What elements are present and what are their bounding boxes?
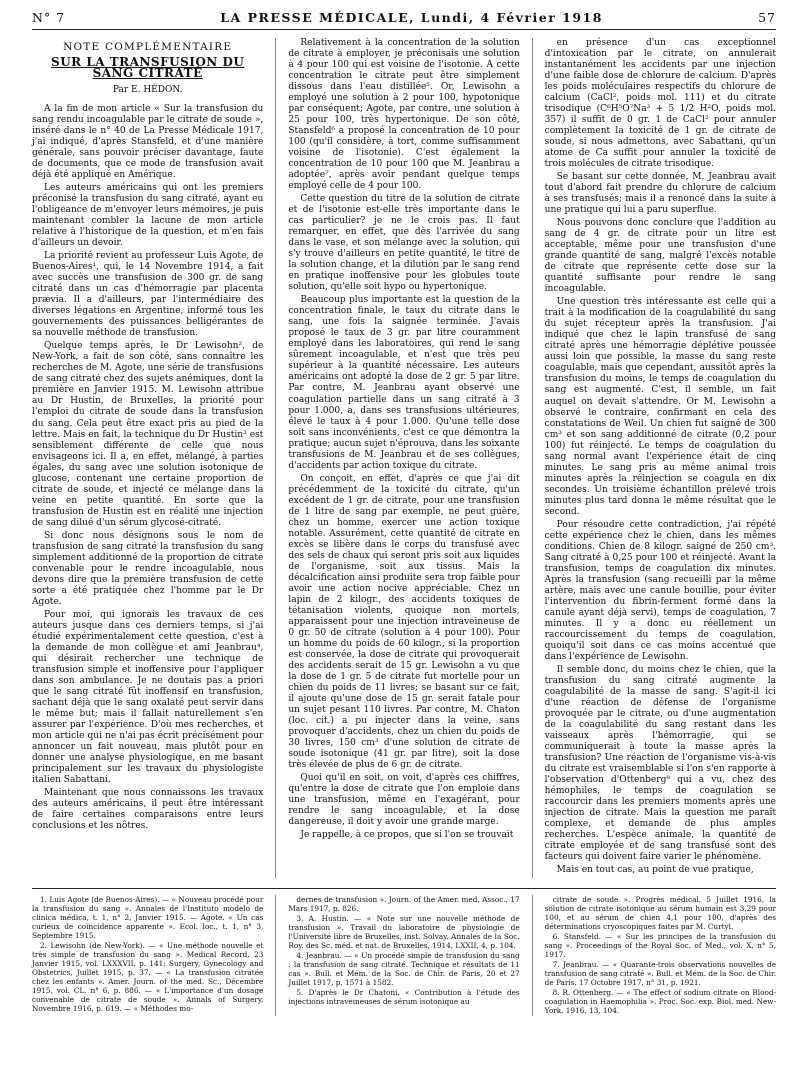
page-header <box>32 10 776 30</box>
paragraph: Quoi qu'il en soit, on voit, d'après ces chiffres, qu'entre la dose de citrate que l'on emploie dans une transfusion, même en l'exagérant, pour rendre le sang incoagulable, et la dose dangereuse, il doit y avoir une grande marge. <box>288 773 520 828</box>
footnotes <box>32 895 776 1016</box>
article-kicker: NOTE COMPLÉMENTAIRE <box>63 41 233 53</box>
footnote: 1. Luis Agote (de Buenos-Aires). — « Nouveau procédé pour la transfusion du sang ». Annales de l'Instituto modelo de clinica médica, t. 1, n° 2, Janvier 1915. — Agote. « Un cas curieux de coïncidence apparente ». Ecol. loc., t. 1, n° 3, Septembre 1915. <box>32 895 264 941</box>
paragraph: A la fin de mon article « Sur la transfusion du sang rendu incoagulable par le citrate de soude », inséré dans le n° 40 de La Presse Médicale 1917, j'ai indiqué, d'après Stansfeld, et d'une manière générale, sans pouvoir préciser davantage, faute de documents, que ce mode de transfusion avait déjà été appliqué en Amérique. <box>32 104 264 181</box>
column-1 <box>32 38 263 878</box>
footnote: dernes de transfusion ». Journ. of the Amer. med. Assoc., 17 Mars 1917, p. 826. <box>288 895 520 914</box>
paragraph: Les auteurs américains qui ont les premiers préconisé la transfusion du sang citraté, ayant eu l'obligeance de m'envoyer leurs mémoires, je puis maintenant combler la lacune de mon article relative à l'historique de la question, et m'en fais d'ailleurs un devoir. <box>32 183 264 249</box>
footnote: 8. R. Ottenberg. — « The effect of sodium citrate on Blood-coagulation in Haemophilia ». Proc. Soc. exp. Biol. med. New-York, 1916, 13, 104. <box>544 988 777 1016</box>
footnote-separator <box>32 888 776 889</box>
paragraph: On conçoit, en effet, d'après ce que j'ai dit précédemment de la toxicité du citrate, qu'un excédent de 1 gr. de citrate, pour une transfusion de 1 litre de sang par exemple, ne peut guère, chez un homme, exercer une action toxique notable. Assurément, cette quantité de citrate en excès se libère dans le corps du transfusé avec des sels de chaux qui seront pris soit aux liquides de l'organisme, soit aux tissus. Mais la décalcification ainsi produite sera trop faible pour avoir une action nocive appréciable. Chez un lapin de 2 kilogr., des accidents toxiques de tétanisation violents, quoique non mortels, apparaissent pour une injection intraveineuse de 0 gr. 50 de citrate (solution à 4 pour 100). Pour un homme du poids de 60 kilogr., si la proportion est conservée, la dose de citrate qui provoquerait des accidents serait de 15 gr. Lewisohn a vu que la dose de 1 gr. 5 de citrate fut mortelle pour un chien du poids de 11 livres; se basant sur ce fait, il ajoute qu'une dose de 15 gr. serait fatale pour un sujet pesant 110 livres. Par contre, M. Chaton (loc. cit.) a pu injecter dans la veine, sans provoquer d'accidents, chez un chien du poids de 30 livres, 150 cm³ d'une solution de citrate de soude isotonique (41 gr. par litre), soit la dose très élevée de plus de 6 gr. de citrate. <box>288 473 520 771</box>
footnote: 6. Stansfeld. — « Sur les principes de la transfusion du sang ». Proceedings of the Royal Soc. of Med., vol. X, n° 5, 1917. <box>544 932 777 960</box>
paragraph: en présence d'un cas exceptionnel d'intoxication par le citrate, on annulerait instantanément les accidents par une injection d'une faible dose de chlorure de calcium. D'après les poids moléculaires respectifs du chlorure de calcium (CaCl², poids mol. 111) et du citrate trisodique (C⁶H⁵O⁷Na³ + 5 1/2 H²O, poids mol. 357) il suffit de 0 gr. 1 de CaCl² pour annuler complètement la toxicité de 1 gr. de citrate de soude, si nous admettons, avec Sabattani, qu'un atome de Ca suffit pour annuler la toxicité de trois molécules de citrate trisodique. <box>544 38 777 170</box>
column-rule <box>275 895 276 1016</box>
paragraph: Une question très intéressante est celle qui a trait à la modification de la coagulabilité du sang du sujet récepteur après la transfusion. J'ai indiqué que chez le lapin transfusé de sang citraté après une hémorragie déplétive poussée aussi loin que possible, la masse du sang reste coagulable, mais que cependant, aussitôt après la transfusion du moins, le temps de coagulation du sang est augmenté. C'est, il semble, un fait auquel on devait s'attendre. Or M. Lewisohn a observé le contraire, confirmant en cela des constatations de Weil. Un chien fut saigné de 300 cm³ et son sang additionné de citrate (0,2 pour 100) fut réinjecté. Le temps de coagulation du sang normal avant l'expérience était de cinq minutes. Le sang pris au même animal trois minutes après la réinjection se coagula en dix secondes. Un troisième échantillon prélevé trois minutes plus tard donna le même résultat que le second. <box>544 297 777 517</box>
paragraph: Beaucoup plus importante est la question de la concentration finale, le taux du citrate dans le sang, une fois la saignée terminée. J'avais proposé le taux de 3 gr. par litre couramment employé dans les laboratoires, qui rend le sang sûrement incoagulable, et n'est que très peu supérieur à la quantité nécessaire. Les auteurs américains ont adopté la dose de 2 gr. 5 par litre. Par contre, M. Jeanbrau ayant observé une coagulation partielle dans un sang citraté à 3 pour 1.000, a, dans ses transfusions ultérieures, élevé le taux à 4 pour 1.000. Qu'une telle dose soit sans inconvénients, c'est ce que démontra la pratique; aucun sujet n'éprouva, dans les soixante transfusions de M. Jeanbrau et de ses collègues, d'accidents par action toxique du citrate. <box>288 295 520 471</box>
column-2 <box>288 38 519 878</box>
footnote: 4. Jeanbrau. — « Un procédé simple de transfusion du sang : la transfusion de sang citraté. Technique et résultats de 11 cas ». Bull. et Mém. de la Soc. de Chir. de Paris, 20 et 27 Juillet 1917, p. 1571 à 1582. <box>288 951 520 988</box>
footnote: 2. Lewisohn (de New-York). — « Une méthode nouvelle et très simple de transfusion du sang ». Medical Record, 23 Janvier 1915, vol. LXXXVII, p. 141; Surgery, Gynecology and Obstetrics, Juillet 1915, p. 37. — « La transfusion citratée chez les enfants ». Amer. Journ. of the med. Sc., Décembre 1915, vol. CL, n° 6, p. 886. — « L'importance d'un dosage convenable de citrate de soude ». Annals of Surgery, Novembre 1916, p. 619. — « Méthodes mo- <box>32 941 264 1014</box>
footnote: citrate de soude ». Progrès médical, 5 Juillet 1916, la solution de citrate isotonique au sérum humain est 3,29 pour 100, et au sérum de chien 4,1 pour 100, d'après des déterminations cryoscopiques faites par M. Curtyl. <box>544 895 777 932</box>
column-rule <box>532 38 533 878</box>
footnote: 5. D'après le Dr Chatoni, « Contribution à l'étude des injections intraveineuses de sérum isotonique au <box>288 988 520 1007</box>
footnotes-column-2 <box>288 895 519 1016</box>
footnotes-column-1 <box>32 895 263 1016</box>
column-3 <box>545 38 776 878</box>
paragraph: Pour moi, qui ignorais les travaux de ces auteurs jusque dans ces derniers temps, si j'ai étudié expérimentalement cette question, c'est à la demande de mon collègue et ami Jeanbrau⁴, qui désirait rechercher une technique de transfusion simple et inoffensive pour l'appliquer dans son ambulance. Je ne doutais pas a priori que le sang citraté fût inoffensif en transfusion, sachant déjà que le sang oxalaté peut servir dans le même but; mais il fallait naturellement s'en assurer par l'expérience. D'où mes recherches, et mon article qui ne n'ai pas écrit précisément pour annoncer un fait nouveau, mais plutôt pour en donner une analyse physiologique, en me basant principalement sur les travaux du physiologiste italien Sabattani. <box>32 609 264 785</box>
paragraph: Quelque temps après, le Dr Lewisohn², de New-York, a fait de son côté, sans connaître les recherches de M. Agote, une série de transfusions de sang citraté chez des sujets anémiques, dont la première en Janvier 1915. M. Lewisohn attribue au Dr Hustin, de Bruxelles, la priorité pour l'emploi du citrate de soude dans la transfusion du sang. Cela peut être exact pris au pied de la lettre. Mais en fait, la technique du Dr Hustin³ est sensiblement différente de celle que nous envisageons ici. Il a, en effet, mélangé, à parties égales, du sang avec une solution isotonique de glucose, contenant une certaine proportion de citrate de soude, et injecté ce mélange dans la veine en petite quantité. En sorte que la transfusion de Hustin est en réalité une injection de sang dilué d'un sérum glycosé-citraté. <box>32 341 264 528</box>
paragraph: Pour résoudre cette contradiction, j'ai répété cette expérience chez le chien, dans les mêmes conditions. Chien de 8 kilogr. saigné de 250 cm³. Sang citraté à 0,25 pour 100 et réinjecté. Avant la transfusion, temps de coagulation dix minutes. Après la transfusion (sang recueilli par la même artère, mais avec une canule bouillie, pour éviter l'intervention du fibrin-ferment formé dans la canule ayant déjà servi), temps de coagulation, 7 minutes. Il y a donc eu réellement un raccourcissement du temps de coagulation, quoiqu'il soit dans ce cas moins accentué que dans l'expérience de Lewisohn. <box>544 519 777 662</box>
paragraph: Relativement à la concentration de la solution de citrate à employer, je préconisais une solution à 4 pour 100 qui est voisine de l'isotonie. A cette concentration le citrate peut être simplement dissous dans l'eau distillée⁵. Or, Lewisohn a employé une solution à 2 pour 100, hypotonique par conséquent; Agote, par contre, une solution à 25 pour 100, très hypertonique. De son côté, Stansfeld⁶ a proposé la concentration de 10 pour 100 (qu'il considère, à tort, comme suffisamment voisine de l'isotonie). C'est également la concentration de 10 pour 100 que M. Jeanbrau a adoptée⁷, après avoir pendant quelque temps employé celle de 4 pour 100. <box>288 38 520 192</box>
paragraph: La priorité revient au professeur Luis Agote, de Buenos-Aires¹, qui, le 14 Novembre 1914, a fait avec succès une transfusion de 300 gr. de sang citraté dans un cas d'hémorragie par placenta prævia. Il a d'ailleurs, par l'intermédiaire des diverses légations en Argentine, informé tous les gouvernements des puissances belligérantes de sa nouvelle méthode de transfusion. <box>32 251 264 339</box>
column-rule <box>532 895 533 1016</box>
footnote: 7. Jeanbrau. — « Quarante-trois observations nouvelles de transfusion de sang citraté ». Bull. et Mém. de la Soc. de Chir. de Paris, 17 Octobre 1917, n° 31, p. 1921. <box>544 960 777 988</box>
footnote: 3. A. Hustin. — « Note sur une nouvelle méthode de transfusion ». Travail du laboratoire de physiologie de l'Université libre de Bruxelles, inst. Solvay. Annales de la Soc. Roy. des Sc. méd. et nat. de Bruxelles, 1914, LXXII, 4, p. 104. <box>288 914 520 951</box>
page-number: 57 <box>758 10 776 25</box>
article-columns <box>32 38 776 878</box>
issue-number: N° 7 <box>32 10 66 25</box>
article-title: SUR LA TRANSFUSION DU SANG CITRATÉ <box>51 55 245 81</box>
footnotes-column-3 <box>545 895 776 1016</box>
paragraph: Il semble donc, du moins chez le chien, que la transfusion du sang citraté augmente la coagulabilité de la masse de sang. S'agit-il ici d'une réaction de défense de l'organisme provoquée par le citrate, ou d'une augmentation de la coagulabilité du sang restant dans les vaisseaux après l'hémorragie, qui se communiquerait à toute la masse après la transfusion? Une réaction de l'organisme vis-à-vis du citrate est vraisemblable si l'on s'en rapporte à l'observation d'Ottenberg⁸ qui a vu, chez des hémophiles, le temps de coagulation se raccourcir dans les premiers moments après une injection de citrate. Mais la question me paraît complexe, et demande de plus amples recherches. L'espèce animale, la quantité de citrate employée et de sang transfusé sont des facteurs qui doivent faire varier le phénomène. <box>544 664 777 863</box>
paragraph: Mais en tout cas, au point de vue pratique, <box>556 865 754 876</box>
paragraph: Si donc nous désignons sous le nom de transfusion de sang citraté la transfusion du sang simplement additionné de la proportion de citrate convenable pour le rendre incoagulable, nous devons dire que la première transfusion de cette sorte a été pratiquée chez l'homme par le Dr Agote. <box>32 530 264 607</box>
paragraph: Cette question du titre de la solution de citrate et de l'isotonie est-elle très importante dans le cas particulier? je ne le crois pas. Il faut remarquer, en effet, que dès l'arrivée du sang dans le vase, et son mélange avec la solution, qui s'y trouve d'ailleurs en petite quantité, le titre de la solution change, et la dilution par le sang rend en pratique inoffensive pour les globules toute solution, qu'elle soit hypo ou hypertonique. <box>288 194 520 293</box>
column-rule <box>275 38 276 878</box>
article-author: Par E. HÉDON. <box>112 85 183 96</box>
paragraph: Se basant sur cette donnée, M. Jeanbrau avait tout d'abord fait prendre du chlorure de calcium à ses transfusés; mais il a renoncé dans la suite à une pratique qui lui a paru superflue. <box>544 172 777 216</box>
journal-title: LA PRESSE MÉDICALE, Lundi, 4 Février 1918 <box>220 10 603 25</box>
paragraph: Nous pouvons donc conclure que l'addition au sang de 4 gr. de citrate pour un litre est acceptable, même pour une transfusion d'une grande quantité de sang, malgré l'excès notable de citrate que représente cette dose sur la quantité suffisante pour rendre le sang incoagulable. <box>544 218 777 295</box>
paragraph: Je rappelle, à ce propos, que si l'on se trouvait <box>300 830 514 841</box>
paragraph: Maintenant que nous connaissons les travaux des auteurs américains, il peut être intéressant de faire certaines comparaisons entre leurs conclusions et les nôtres. <box>32 788 264 832</box>
